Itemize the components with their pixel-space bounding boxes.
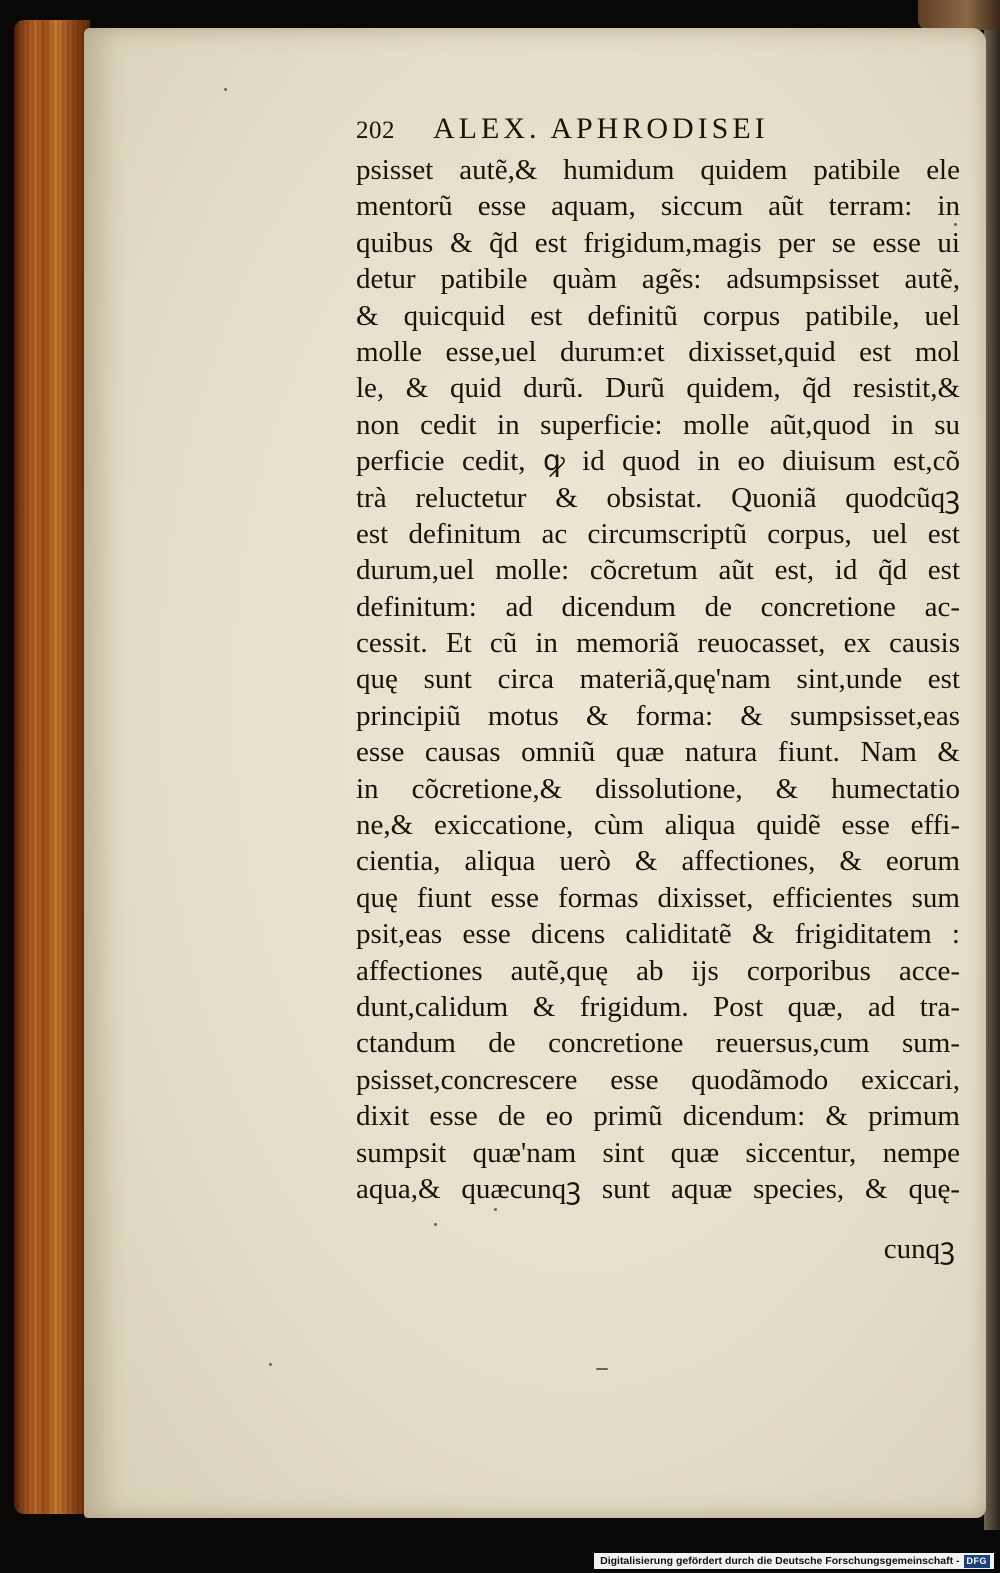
text-line: non cedit in superficie: molle aũt,quod in su [356,408,960,441]
text-line: definitum: ad dicendum de concretione ac- [356,590,960,623]
text-line: affectiones autẽ,quę ab ijs corporibus acce- [356,954,960,987]
text-line: psit,eas esse dicens caliditatẽ & frigiditatem : [356,918,960,951]
paper-speck [269,1363,272,1366]
credit-text: Digitalisierung gefördert durch die Deutsche Forschungsgemeinschaft - [600,1555,960,1567]
text-line: principiũ motus & forma: & sumpsisset,eas [356,699,960,732]
text-line: aqua,& quæcunqꝫ sunt aquæ species, & quę- [356,1172,960,1205]
text-line: le, & quid durũ. Durũ quidem, q̃d resistit,& [356,372,960,405]
text-line: mentorũ esse aquam, siccum aũt terram: in [356,190,960,223]
text-line: esse causas omniũ quæ natura fiunt. Nam & [356,736,960,769]
paper-speck [596,1368,608,1370]
text-line: detur patibile quàm agẽs: adsumpsisset autẽ, [356,263,960,296]
text-line: & quicquid est definitũ corpus patibile, uel [356,299,960,332]
text-line: ctandum de concretione reuersus,cum sum- [356,1027,960,1060]
paper-speck [434,1223,437,1226]
text-line: quę sunt circa materiã,quę'nam sint,unde est [356,663,960,696]
digitization-credit [594,1553,994,1569]
text-line: psisset autẽ,& humidum quidem patibile ele [356,154,960,186]
text-line: trà reluctetur & obsistat. Quoniã quodcũqꝫ [356,481,960,514]
text-line: ne,& exiccatione, cùm aliqua quidẽ esse effi- [356,809,960,842]
running-head [356,112,956,154]
page-number: 202 [356,117,395,144]
paper-speck [224,88,227,91]
text-line: cessit. Et cũ in memoriã reuocasset, ex causis [356,627,960,660]
page-fore-edge [984,30,1000,1530]
paper-speck [494,1208,497,1211]
text-line: cientia, aliqua uerò & affectiones, & eorum [356,845,960,878]
text-line: dixit esse de eo primũ dicendum: & primum [356,1100,960,1133]
text-line: dunt,calidum & frigidum. Post quæ, ad tra- [356,990,960,1023]
text-line: psisset,concrescere esse quodãmodo exiccari, [356,1063,960,1096]
dfg-logo-icon: DFG [964,1555,991,1568]
text-line: in cõcretione,& dissolutione, & humectatio [356,772,960,805]
book-binding-edge [14,20,90,1514]
text-line: quę fiunt esse formas dixisset, efficientes sum [356,881,960,914]
text-line: durum,uel molle: cõcretum aũt est, id q̃d est [356,554,960,587]
text-line: quibus & q̃d est frigidum,magis per se esse ui [356,226,960,259]
running-title: ALEX. APHRODISEI [433,112,769,145]
text-block [356,152,960,1207]
text-line: est definitum ac circumscriptũ corpus, uel est [356,517,960,550]
text-line: perficie cedit, ꝙ id quod in eo diuisum est,cõ [356,445,960,478]
catchword: cunqꝫ [883,1233,955,1265]
adjacent-page-fragment [918,0,1000,30]
text-line: molle esse,uel durum:et dixisset,quid est mol [356,335,960,368]
text-line: sumpsit quæ'nam sint quæ siccentur, nempe [356,1136,960,1169]
